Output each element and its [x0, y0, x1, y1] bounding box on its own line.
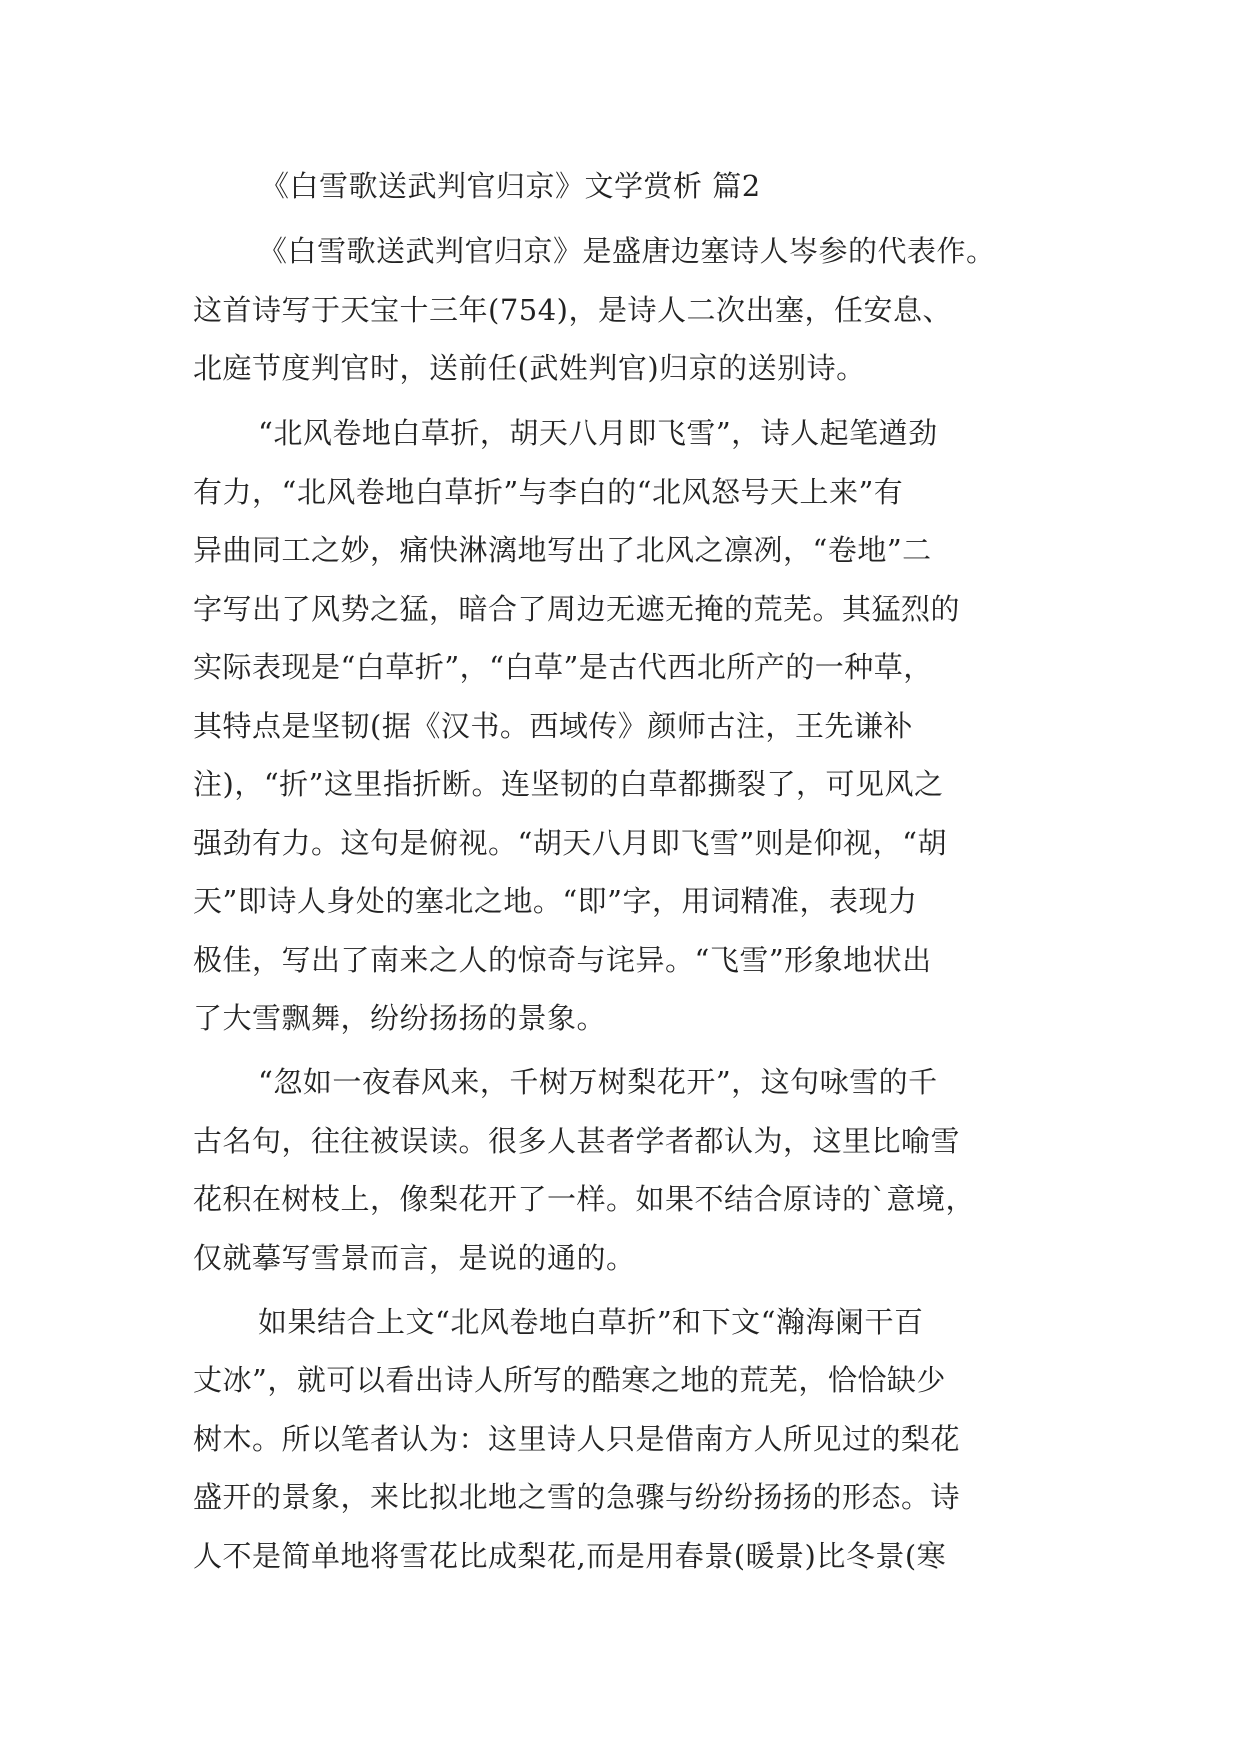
text-line: “北风卷地白草折，胡天八月即飞雪”，诗人起笔遒劲 — [258, 416, 938, 450]
text-line: 仅就摹写雪景而言，是说的通的。 — [193, 1241, 636, 1275]
text-line: 实际表现是“白草折”，“白草”是古代西北所产的一种草， — [193, 650, 933, 684]
text-line: 树木。所以笔者认为：这里诗人只是借南方人所见过的梨花 — [193, 1422, 961, 1456]
text-line: 如果结合上文“北风卷地白草折”和下文“瀚海阑干百 — [258, 1305, 924, 1339]
text-line: 人不是简单地将雪花比成梨花,而是用春景(暖景)比冬景(寒 — [193, 1539, 947, 1573]
text-line: 注)，“折”这里指折断。连坚韧的白草都撕裂了，可见风之 — [193, 767, 944, 801]
text-line: 花积在树枝上，像梨花开了一样。如果不结合原诗的`意境， — [193, 1182, 976, 1216]
text-line: 字写出了风势之猛，暗合了周边无遮无掩的荒芜。其猛烈的 — [193, 592, 961, 626]
text-line: 有力，“北风卷地白草折”与李白的“北风怒号天上来”有 — [193, 475, 904, 509]
section-title: 《白雪歌送武判官归京》文学赏析 篇2 — [260, 169, 761, 203]
text-line: 盛开的景象，来比拟北地之雪的急骤与纷纷扬扬的形态。诗 — [193, 1480, 961, 1514]
text-line: 天”即诗人身处的塞北之地。“即”字，用词精准，表现力 — [193, 884, 918, 918]
text-line: 这首诗写于天宝十三年(754)，是诗人二次出塞，任安息、 — [193, 293, 952, 327]
text-line: 了大雪飘舞，纷纷扬扬的景象。 — [193, 1001, 607, 1035]
text-line: 强劲有力。这句是俯视。“胡天八月即飞雪”则是仰视，“胡 — [193, 826, 947, 860]
text-line: 丈冰”，就可以看出诗人所写的酷寒之地的荒芜，恰恰缺少 — [193, 1363, 946, 1397]
text-line: 异曲同工之妙，痛快淋漓地写出了北风之凛冽，“卷地”二 — [193, 533, 932, 567]
text-line: 北庭节度判官时，送前任(武姓判官)归京的送别诗。 — [193, 351, 866, 385]
text-line: 其特点是坚韧(据《汉书。西域传》颜师古注，王先谦补 — [193, 709, 913, 743]
text-line: 极佳，写出了南来之人的惊奇与诧异。“飞雪”形象地状出 — [193, 943, 932, 977]
text-line: “忽如一夜春风来，千树万树梨花开”，这句咏雪的千 — [258, 1065, 938, 1099]
text-line: 古名句，往往被误读。很多人甚者学者都认为，这里比喻雪 — [193, 1124, 961, 1158]
text-line: 《白雪歌送武判官归京》是盛唐边塞诗人岑参的代表作。 — [258, 234, 996, 268]
